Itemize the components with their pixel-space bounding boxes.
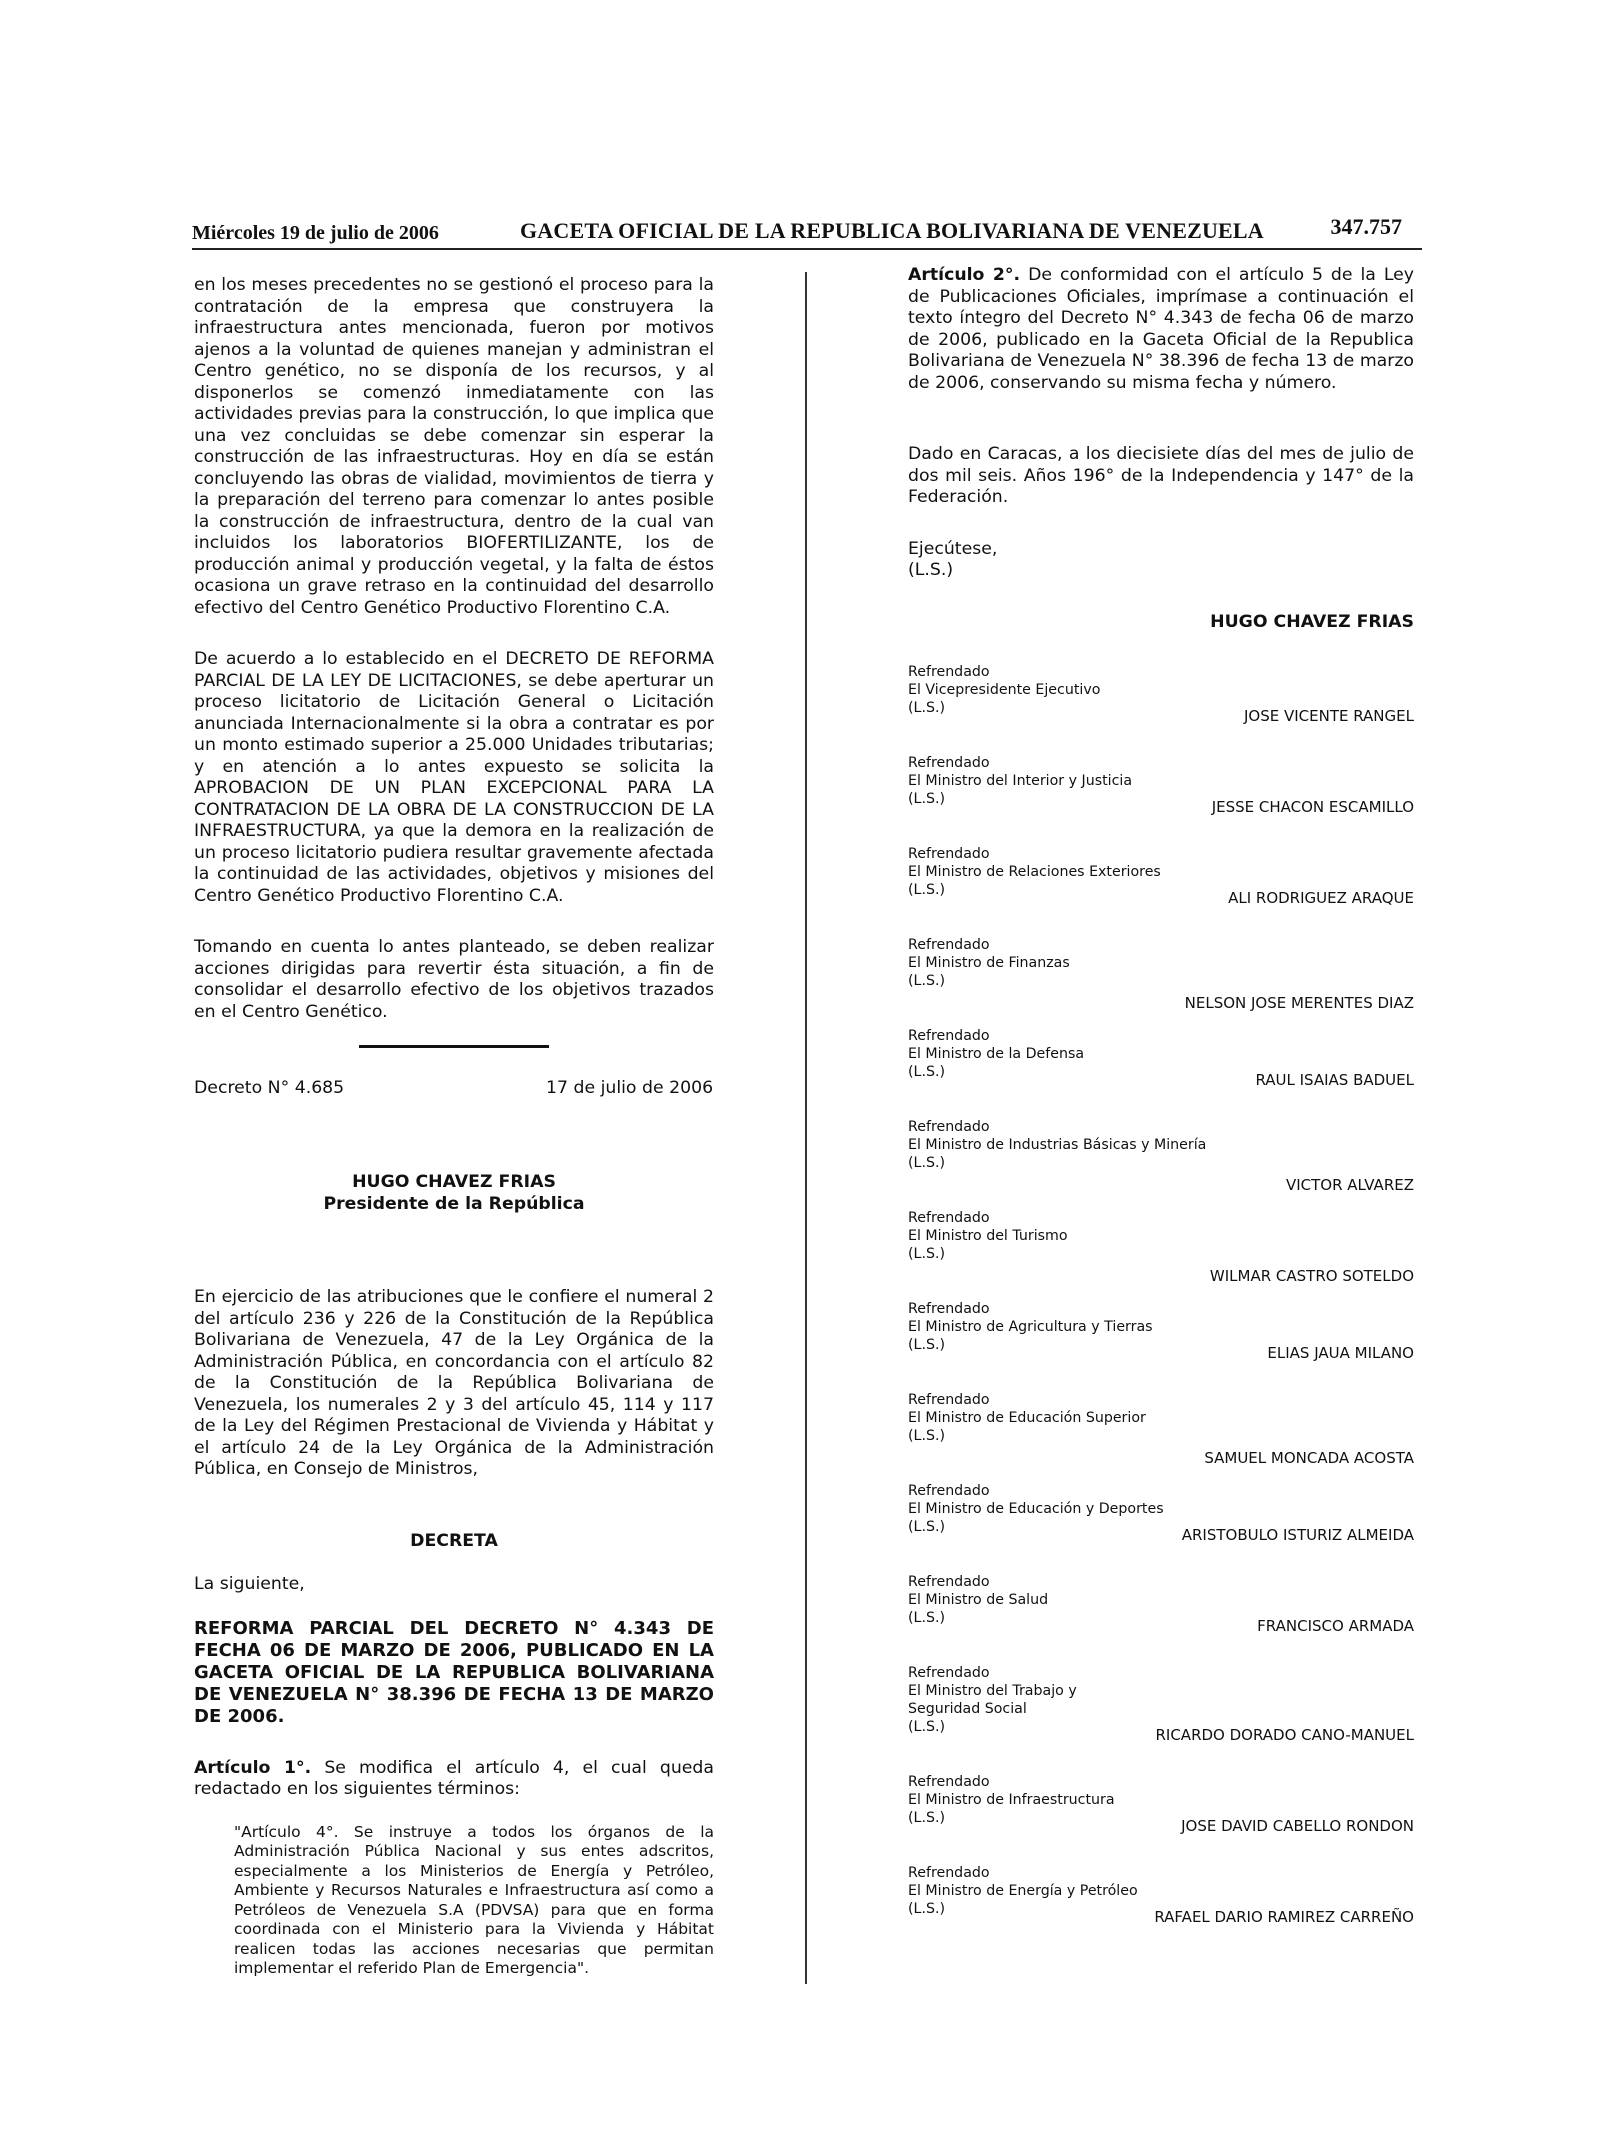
signature-name: FRANCISCO ARMADA [1257, 1617, 1414, 1635]
signature-name: ELIAS JAUA MILANO [1267, 1344, 1414, 1362]
signature-role: El Ministro de Agricultura y Tierras [908, 1319, 1153, 1335]
decree-line [194, 1078, 714, 1100]
header-rule [192, 248, 1422, 250]
signature-block [908, 1864, 1414, 1955]
header-date: Miércoles 19 de julio de 2006 [192, 222, 439, 244]
signature-ls: (L.S.) [908, 1719, 945, 1735]
signature-name: RICARDO DORADO CANO-MANUEL [1155, 1726, 1414, 1744]
signature-block [908, 1664, 1414, 1773]
signature-ls: (L.S.) [908, 1064, 945, 1080]
signature-refrendado: Refrendado [908, 1574, 990, 1590]
signature-ls: (L.S.) [908, 1810, 945, 1826]
signature-role: El Ministro del Interior y Justicia [908, 773, 1133, 789]
article-1-label: Artículo 1°. [194, 1757, 312, 1778]
header-page-number: 347.757 [1330, 214, 1402, 239]
signature-block [908, 663, 1414, 754]
signature-block [908, 1391, 1414, 1482]
decree-number: Decreto N° 4.685 [194, 1078, 345, 1098]
article-2-text: De conformidad con el artículo 5 de la Ley de Publicaciones Oficiales, imprímase a continuación el texto íntegro del Decreto N° 4.343 de fecha 06 de marzo de 2006, publicado en la Gaceta Oficial de la Republica Bolivariana de Venezuela N° 38.396 de fecha 13 de marzo de 2006, conservando su misma fecha y número. [908, 265, 1415, 393]
signature-refrendado: Refrendado [908, 664, 990, 680]
signature-role: El Ministro de Energía y Petróleo [908, 1883, 1138, 1899]
signature-role: El Ministro de Relaciones Exteriores [908, 864, 1161, 880]
decree-date: 17 de julio de 2006 [546, 1078, 714, 1098]
signature-name: JOSE DAVID CABELLO RONDON [1181, 1817, 1414, 1835]
article-4-quote: "Artículo 4°. Se instruye a todos los órganos de la Administración Pública Nacional y sus entes adscritos, especialmente a los Ministerios de Energía y Petróleo, Ambiente y Recursos Naturales e Infraestructura así como a Petróleos de Venezuela S.A (PDVSA) para que en forma coordinada con el Ministerio para la Vivienda y Hábitat realicen todas las acciones necesarias que permitan implementar el referido Plan de Emergencia". [234, 1822, 714, 1977]
ejecutese: Ejecútese, [908, 538, 998, 559]
signature-name: RAFAEL DARIO RAMIREZ CARREÑO [1154, 1908, 1414, 1926]
president-name: HUGO CHAVEZ FRIAS [352, 1172, 556, 1192]
article-1 [194, 1758, 714, 1801]
signature-role: El Ministro de la Defensa [908, 1046, 1085, 1062]
signature-ls: (L.S.) [908, 973, 945, 989]
signature-refrendado: Refrendado [908, 1483, 990, 1499]
signature-block [908, 1209, 1414, 1300]
signature-name: JESSE CHACON ESCAMILLO [1211, 798, 1414, 816]
signature-ls: (L.S.) [908, 1246, 945, 1262]
left-column [194, 275, 714, 1979]
signature-refrendado: Refrendado [908, 1301, 990, 1317]
signature-block [908, 1027, 1414, 1118]
signature-ls: (L.S.) [908, 1428, 945, 1444]
signature-ls: (L.S.) [908, 882, 945, 898]
header-title: GACETA OFICIAL DE LA REPUBLICA BOLIVARIANA DE VENEZUELA [520, 218, 1264, 243]
paragraph-conclusion: Tomando en cuenta lo antes planteado, se deben realizar acciones dirigidas para revertir ésta situación, a fin de consolidar el desarrollo efectivo de los objetivos trazados en el Centro Genético. [194, 937, 714, 1022]
signature-refrendado: Refrendado [908, 1119, 990, 1135]
signature-name: RAUL ISAIAS BADUEL [1255, 1071, 1414, 1089]
signature-refrendado: Refrendado [908, 1392, 990, 1408]
signature-role: El Ministro de Educación y Deportes [908, 1501, 1164, 1517]
signature-refrendado: Refrendado [908, 1665, 990, 1681]
signature-block [908, 1773, 1414, 1864]
signature-block [908, 1482, 1414, 1573]
signature-name: WILMAR CASTRO SOTELDO [1209, 1267, 1414, 1285]
signature-ls: (L.S.) [908, 1337, 945, 1353]
signature-role: El Ministro del Trabajo y Seguridad Social [908, 1683, 1077, 1717]
signature-refrendado: Refrendado [908, 1210, 990, 1226]
signature-list [908, 663, 1414, 1955]
signature-name: JOSE VICENTE RANGEL [1243, 707, 1414, 725]
paragraph-continuation: en los meses precedentes no se gestionó el proceso para la contratación de la empresa que construyera la infraestructura antes mencionada, fueron por motivos ajenos a la voluntad de quienes manejan y administran el Centro genético, no se disponía de los recursos, y al disponerlos se comenzó inmediatamente con las actividades previas para la construcción, lo que implica que una vez concluidas se debe comenzar sin esperar la construcción de las infraestructuras. Hoy en día se están concluyendo las obras de vialidad, movimientos de tierra y la preparación del terreno para comenzar lo antes posible la construcción de infraestructura, dentro de la cual van incluidos los laboratorios BIOFERTILIZANTE, los de producción animal y producción vegetal, y la falta de éstos ocasiona un grave retraso en la continuidad del desarrollo efectivo del Centro Genético Productivo Florentino C.A. [194, 275, 714, 618]
paragraph-atribuciones: En ejercicio de las atribuciones que le confiere el numeral 2 del artículo 236 y 226 de la Constitución de la República Bolivariana de Venezuela, 47 de la Ley Orgánica de la Administración Pública, en concordancia con el artículo 82 de la Constitución de la República Bolivariana de Venezuela, los numerales 2 y 3 del artículo 45, 114 y 117 de la Ley del Régimen Prestacional de Vivienda y Hábitat y el artículo 24 de la Ley Orgánica de la Administración Pública, en Consejo de Ministros, [194, 1287, 714, 1479]
paragraph-licitaciones: De acuerdo a lo establecido en el DECRETO DE REFORMA PARCIAL DE LA LEY DE LICITACIONES, se debe aperturar un proceso licitatorio de Licitación General o Licitación anunciada Internacionalmente si la obra a contratar es por un monto estimado superior a 25.000 Unidades tributarias; y en atención a lo antes expuesto se solicita la APROBACION DE UN PLAN EXCEPCIONAL PARA LA CONTRATACION DE LA OBRA DE LA CONSTRUCCION DE LA INFRAESTRUCTURA, ya que la demora en la realización de un proceso licitatorio pudiera resultar gravemente afectada la continuidad de las actividades, objetivos y misiones del Centro Genético Productivo Florentino C.A. [194, 649, 714, 906]
signature-role: El Ministro de Salud [908, 1592, 1049, 1608]
signature-block [908, 845, 1414, 936]
ls-seal: (L.S.) [908, 560, 954, 580]
signature-refrendado: Refrendado [908, 755, 990, 771]
column-divider [805, 272, 807, 1984]
page-header [192, 214, 1422, 252]
signature-block [908, 1118, 1414, 1209]
right-column [908, 265, 1414, 1955]
signature-name: SAMUEL MONCADA ACOSTA [1204, 1449, 1414, 1467]
signature-role: El Vicepresidente Ejecutivo [908, 682, 1101, 698]
signature-refrendado: Refrendado [908, 1774, 990, 1790]
signature-role: El Ministro de Finanzas [908, 955, 1070, 971]
article-2-label: Artículo 2°. [908, 265, 1021, 285]
signature-role: El Ministro de Industrias Básicas y Minería [908, 1137, 1207, 1153]
signature-ls: (L.S.) [908, 1155, 945, 1171]
signature-refrendado: Refrendado [908, 1028, 990, 1044]
signature-name: ARISTOBULO ISTURIZ ALMEIDA [1181, 1526, 1414, 1544]
signature-name: ALI RODRIGUEZ ARAQUE [1228, 889, 1414, 907]
article-2 [908, 265, 1414, 394]
signature-name: VICTOR ALVAREZ [1285, 1176, 1414, 1194]
signature-ls: (L.S.) [908, 791, 945, 807]
signature-block [908, 754, 1414, 845]
signature-refrendado: Refrendado [908, 937, 990, 953]
signature-refrendado: Refrendado [908, 846, 990, 862]
signature-ls: (L.S.) [908, 1901, 945, 1917]
signature-block [908, 1300, 1414, 1391]
signature-name: NELSON JOSE MERENTES DIAZ [1184, 994, 1414, 1012]
reform-title: REFORMA PARCIAL DEL DECRETO N° 4.343 DE FECHA 06 DE MARZO DE 2006, PUBLICADO EN LA GACETA OFICIAL DE LA REPUBLICA BOLIVARIANA DE VENEZUELA N° 38.396 DE FECHA 13 DE MARZO DE 2006. [194, 1617, 714, 1727]
signature-refrendado: Refrendado [908, 1865, 990, 1881]
dado-en-caracas: Dado en Caracas, a los diecisiete días del mes de julio de dos mil seis. Años 196° de la Independencia y 147° de la Federación. [908, 444, 1414, 507]
signature-role: El Ministro de Infraestructura [908, 1792, 1115, 1808]
signature-role: El Ministro de Educación Superior [908, 1410, 1146, 1426]
president-title: Presidente de la República [323, 1193, 585, 1214]
signature-ls: (L.S.) [908, 1519, 945, 1535]
president-signature: HUGO CHAVEZ FRIAS [1210, 611, 1414, 632]
article-1-text: Se modifica el artículo 4, el cual queda redactado en los siguientes términos: [194, 1757, 714, 1799]
signature-ls: (L.S.) [908, 700, 945, 716]
decreta-heading: DECRETA [410, 1530, 498, 1551]
la-siguiente: La siguiente, [194, 1574, 305, 1594]
signature-ls: (L.S.) [908, 1610, 945, 1626]
signature-block [908, 1573, 1414, 1664]
signature-block [908, 936, 1414, 1027]
signature-role: El Ministro del Turismo [908, 1228, 1068, 1244]
